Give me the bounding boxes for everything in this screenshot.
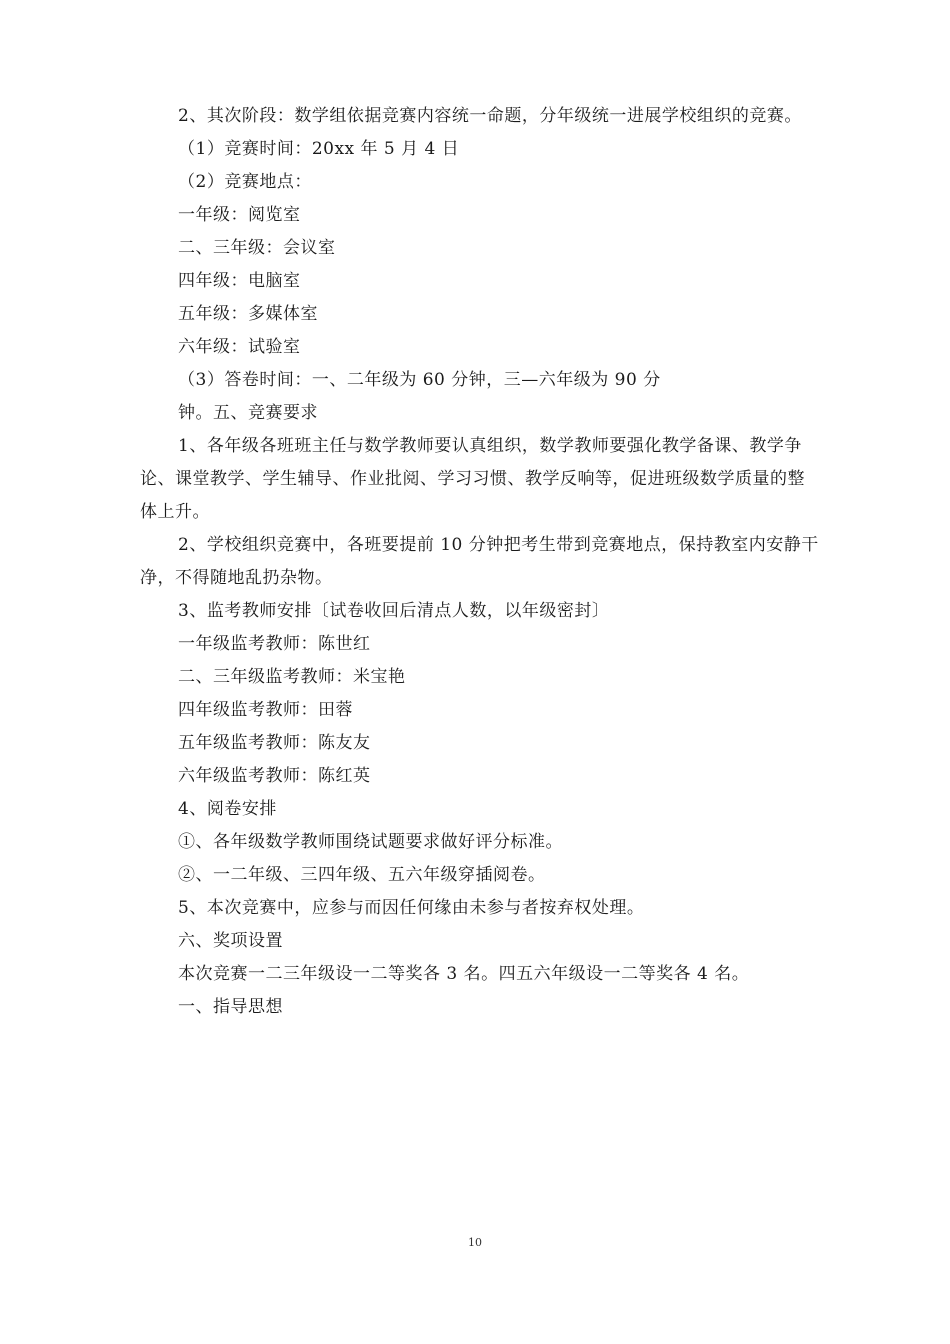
paragraph: 二、三年级：会议室 bbox=[178, 238, 336, 258]
page-number: 10 bbox=[468, 1236, 482, 1249]
paragraph: 2、学校组织竞赛中，各班要提前 10 分钟把考生带到竞赛地点，保持教室内安静干净，不得随地乱扔杂物。 bbox=[140, 535, 819, 588]
paragraph: 5、本次竞赛中，应参与而因任何缘由未参与者按弃权处理。 bbox=[178, 898, 645, 918]
paragraph: 1、各年级各班班主任与数学教师要认真组织，数学教师要强化教学备课、教学争论、课堂教学、学生辅导、作业批阅、学习习惯、教学反响等，促进班级数学质量的整体上升。 bbox=[140, 436, 805, 522]
paragraph: 2、其次阶段：数学组依据竞赛内容统一命题，分年级统一进展学校组织的竞赛。 bbox=[178, 106, 802, 126]
paragraph: ②、一二年级、三四年级、五六年级穿插阅卷。 bbox=[178, 865, 546, 885]
paragraph: 3、监考教师安排〔试卷收回后清点人数，以年级密封〕 bbox=[178, 601, 610, 621]
document-body bbox=[140, 100, 820, 1024]
paragraph: ①、各年级数学教师围绕试题要求做好评分标准。 bbox=[178, 832, 563, 852]
paragraph: 六年级监考教师：陈红英 bbox=[178, 766, 371, 786]
paragraph: 钟。五、竞赛要求 bbox=[178, 403, 318, 423]
paragraph: 一年级：阅览室 bbox=[178, 205, 301, 225]
paragraph: 四年级监考教师：田蓉 bbox=[178, 700, 353, 720]
paragraph: 本次竞赛一二三年级设一二等奖各 3 名。四五六年级设一二等奖各 4 名。 bbox=[178, 964, 750, 984]
paragraph: （1）竞赛时间：20xx 年 5 月 4 日 bbox=[178, 139, 460, 159]
paragraph: 五年级监考教师：陈友友 bbox=[178, 733, 371, 753]
paragraph: 六、奖项设置 bbox=[178, 931, 283, 951]
paragraph: 二、三年级监考教师：米宝艳 bbox=[178, 667, 406, 687]
paragraph: 四年级：电脑室 bbox=[178, 271, 301, 291]
paragraph: 4、阅卷安排 bbox=[178, 799, 277, 819]
paragraph: 六年级：试验室 bbox=[178, 337, 301, 357]
paragraph: 五年级：多媒体室 bbox=[178, 304, 318, 324]
paragraph: （3）答卷时间：一、二年级为 60 分钟，三—六年级为 90 分 bbox=[178, 370, 661, 390]
paragraph: 一年级监考教师：陈世红 bbox=[178, 634, 371, 654]
paragraph: 一、指导思想 bbox=[178, 997, 283, 1017]
paragraph: （2）竞赛地点： bbox=[178, 172, 312, 192]
